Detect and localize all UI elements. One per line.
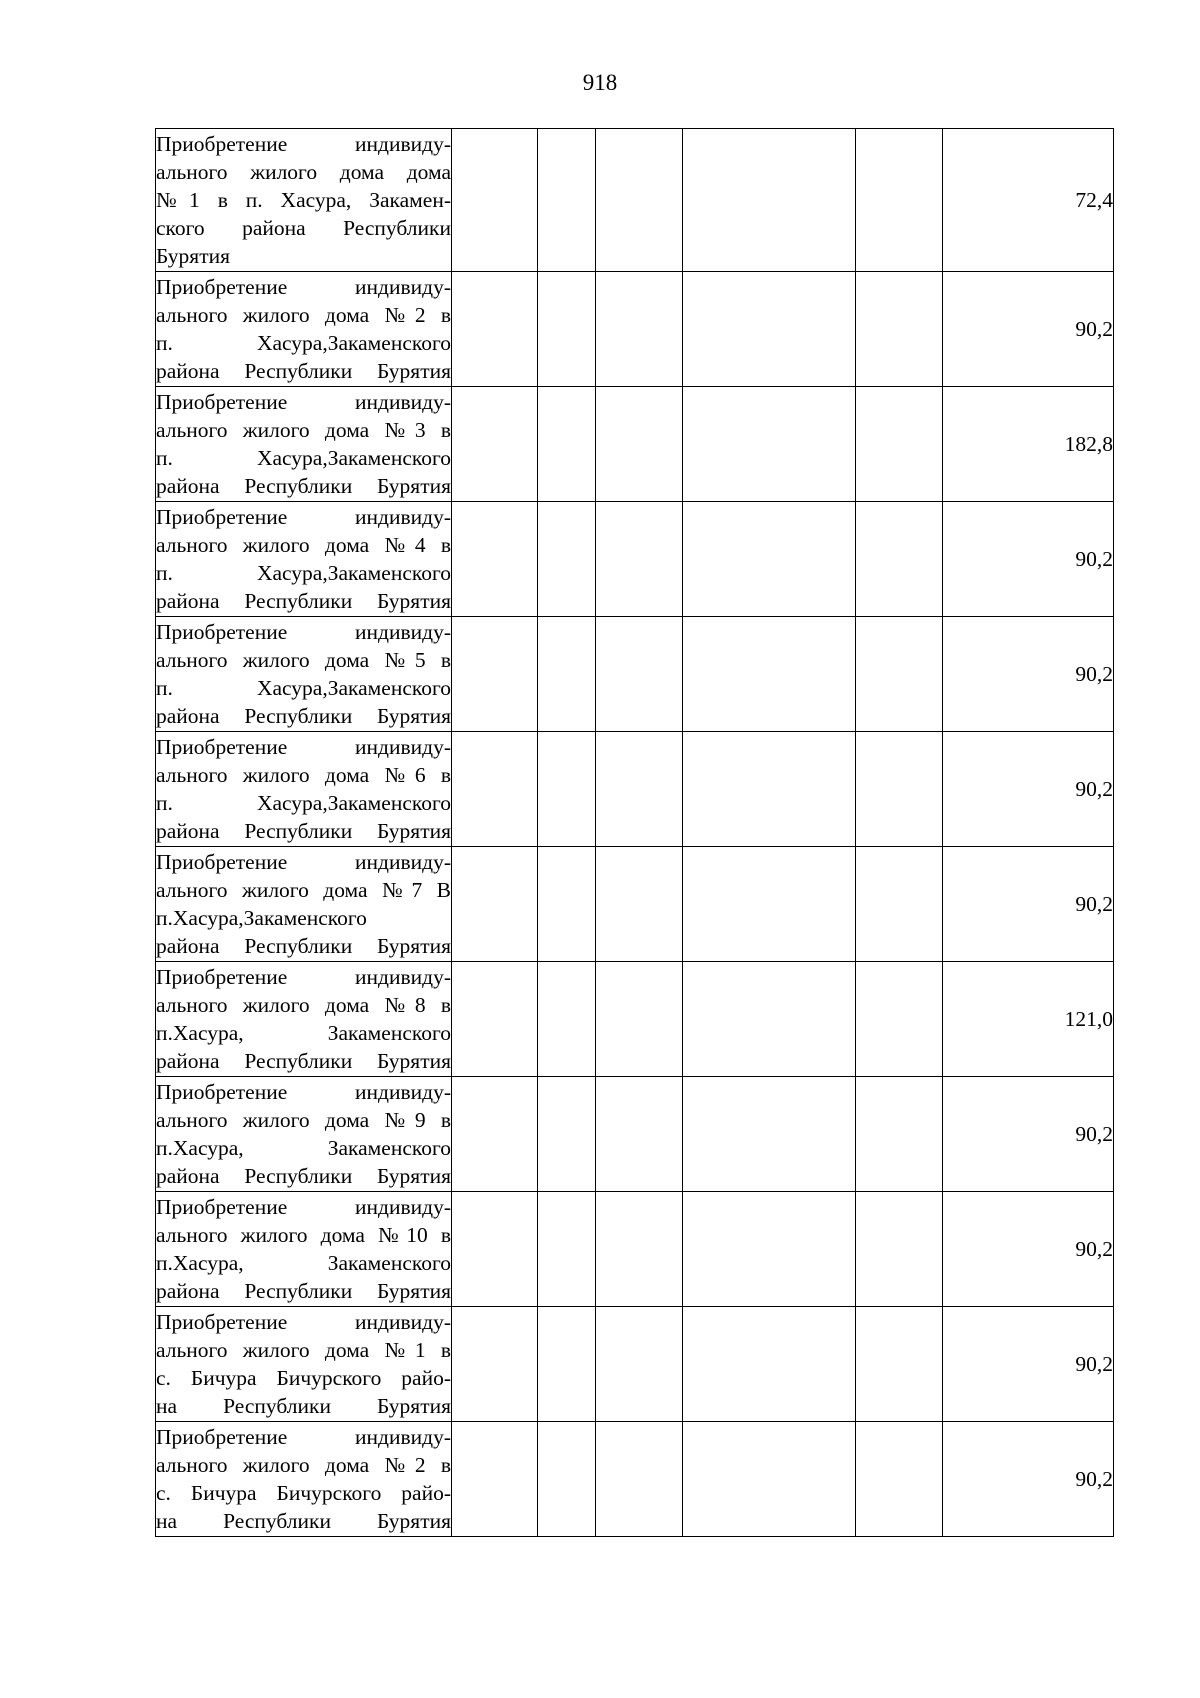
description-line: района Республики Бурятия	[156, 589, 451, 613]
empty-cell	[596, 502, 683, 617]
description-line: района Республики Бурятия	[156, 819, 451, 843]
description-line: Приобретение индивиду-	[156, 275, 451, 299]
description-cell	[156, 1422, 452, 1537]
empty-cell	[683, 732, 856, 847]
data-table	[155, 128, 1114, 1537]
description-line: ального жилого дома №5 в	[156, 648, 451, 672]
empty-cell	[683, 1307, 856, 1422]
empty-cell	[596, 1307, 683, 1422]
empty-cell	[596, 732, 683, 847]
table-row	[156, 1192, 1114, 1307]
description-line: Приобретение индивиду-	[156, 132, 451, 156]
empty-cell	[683, 272, 856, 387]
empty-cell	[856, 847, 943, 962]
empty-cell	[538, 1422, 596, 1537]
empty-cell	[683, 1192, 856, 1307]
empty-cell	[452, 1422, 538, 1537]
empty-cell	[452, 129, 538, 272]
empty-cell	[596, 1192, 683, 1307]
value-cell: 90,2	[943, 1077, 1114, 1192]
description-line: ального жилого дома №6 в	[156, 763, 451, 787]
empty-cell	[856, 129, 943, 272]
description-line: п.Хасура, Закаменского	[156, 1136, 451, 1160]
empty-cell	[452, 272, 538, 387]
description-cell	[156, 847, 452, 962]
description-line: ального жилого дома №4 в	[156, 533, 451, 557]
description-line: Приобретение индивиду-	[156, 1080, 451, 1104]
empty-cell	[596, 1422, 683, 1537]
description-line: ального жилого дома №9 в	[156, 1108, 451, 1132]
empty-cell	[538, 1077, 596, 1192]
description-line: на Республики Бурятия	[156, 1509, 451, 1533]
table-body	[156, 129, 1114, 1537]
value-cell: 90,2	[943, 617, 1114, 732]
empty-cell	[538, 1307, 596, 1422]
description-line: Приобретение индивиду-	[156, 1310, 451, 1334]
empty-cell	[452, 387, 538, 502]
table-row	[156, 502, 1114, 617]
description-line: района Республики Бурятия	[156, 704, 451, 728]
empty-cell	[856, 1077, 943, 1192]
value-cell: 182,8	[943, 387, 1114, 502]
empty-cell	[856, 502, 943, 617]
description-line: п.Хасура, Закаменского	[156, 1251, 451, 1275]
empty-cell	[538, 272, 596, 387]
empty-cell	[538, 732, 596, 847]
value-cell: 121,0	[943, 962, 1114, 1077]
description-cell	[156, 962, 452, 1077]
description-line: ального жилого дома №7 В	[156, 878, 451, 902]
table-row	[156, 732, 1114, 847]
description-line: с. Бичура Бичурского райо-	[156, 1481, 451, 1505]
empty-cell	[452, 1307, 538, 1422]
description-line: на Республики Бурятия	[156, 1394, 451, 1418]
empty-cell	[856, 1192, 943, 1307]
empty-cell	[452, 617, 538, 732]
empty-cell	[683, 617, 856, 732]
empty-cell	[538, 502, 596, 617]
table-row	[156, 617, 1114, 732]
table-row	[156, 272, 1114, 387]
table-row	[156, 129, 1114, 272]
empty-cell	[683, 962, 856, 1077]
description-line: ального жилого дома №2 в	[156, 303, 451, 327]
description-line: района Республики Бурятия	[156, 934, 451, 958]
description-line: п. Хасура,Закаменского	[156, 676, 451, 700]
description-line: района Республики Бурятия	[156, 1279, 451, 1303]
value-cell: 90,2	[943, 1307, 1114, 1422]
description-line: ального жилого дома №1 в	[156, 1338, 451, 1362]
empty-cell	[452, 502, 538, 617]
empty-cell	[683, 502, 856, 617]
description-line: п.Хасура, Закаменского	[156, 1021, 451, 1045]
page-number: 918	[582, 70, 618, 95]
description-cell	[156, 272, 452, 387]
empty-cell	[856, 732, 943, 847]
empty-cell	[683, 129, 856, 272]
empty-cell	[452, 732, 538, 847]
description-line: Приобретение индивиду-	[156, 735, 451, 759]
empty-cell	[683, 847, 856, 962]
description-line: п. Хасура,Закаменского	[156, 561, 451, 585]
description-line: района Республики Бурятия	[156, 1164, 451, 1188]
description-line: п. Хасура,Закаменского	[156, 331, 451, 355]
empty-cell	[856, 272, 943, 387]
empty-cell	[596, 617, 683, 732]
description-cell	[156, 732, 452, 847]
value-cell: 90,2	[943, 847, 1114, 962]
empty-cell	[596, 962, 683, 1077]
description-line: Приобретение индивиду-	[156, 505, 451, 529]
empty-cell	[538, 962, 596, 1077]
empty-cell	[683, 387, 856, 502]
empty-cell	[538, 387, 596, 502]
empty-cell	[538, 1192, 596, 1307]
empty-cell	[596, 129, 683, 272]
description-line: п. Хасура,Закаменского	[156, 446, 451, 470]
table-row	[156, 962, 1114, 1077]
empty-cell	[856, 1422, 943, 1537]
table-row	[156, 1422, 1114, 1537]
table-row	[156, 1307, 1114, 1422]
empty-cell	[452, 962, 538, 1077]
empty-cell	[538, 847, 596, 962]
empty-cell	[596, 272, 683, 387]
empty-cell	[452, 1192, 538, 1307]
empty-cell	[856, 1307, 943, 1422]
value-cell: 90,2	[943, 1422, 1114, 1537]
description-line: ского района Республики	[156, 216, 451, 240]
description-line: района Республики Бурятия	[156, 359, 451, 383]
value-cell: 90,2	[943, 502, 1114, 617]
table-row	[156, 847, 1114, 962]
description-line: ального жилого дома №2 в	[156, 1453, 451, 1477]
description-line: района Республики Бурятия	[156, 1049, 451, 1073]
empty-cell	[856, 962, 943, 1077]
description-line: Приобретение индивиду-	[156, 965, 451, 989]
description-line: ального жилого дома №8 в	[156, 993, 451, 1017]
description-line: №1 в п. Хасура, Закамен-	[156, 188, 451, 212]
table-row	[156, 1077, 1114, 1192]
value-cell: 72,4	[943, 129, 1114, 272]
empty-cell	[856, 387, 943, 502]
value-cell: 90,2	[943, 272, 1114, 387]
description-cell	[156, 129, 452, 272]
description-line: ального жилого дома дома	[156, 160, 451, 184]
description-line: Приобретение индивиду-	[156, 1425, 451, 1449]
description-line: п.Хасура,Закаменского	[156, 906, 367, 930]
empty-cell	[596, 1077, 683, 1192]
description-line: Бурятия	[156, 244, 230, 268]
description-line: района Республики Бурятия	[156, 474, 451, 498]
empty-cell	[596, 847, 683, 962]
description-cell	[156, 387, 452, 502]
description-line: ального жилого дома №3 в	[156, 418, 451, 442]
description-cell	[156, 1307, 452, 1422]
value-cell: 90,2	[943, 732, 1114, 847]
empty-cell	[452, 1077, 538, 1192]
description-line: с. Бичура Бичурского райо-	[156, 1366, 451, 1390]
empty-cell	[596, 387, 683, 502]
empty-cell	[538, 129, 596, 272]
description-line: Приобретение индивиду-	[156, 390, 451, 414]
description-line: ального жилого дома №10 в	[156, 1223, 451, 1247]
empty-cell	[856, 617, 943, 732]
description-line: Приобретение индивиду-	[156, 1195, 451, 1219]
table-row	[156, 387, 1114, 502]
description-line: п. Хасура,Закаменского	[156, 791, 451, 815]
description-cell	[156, 1077, 452, 1192]
description-cell	[156, 617, 452, 732]
description-line: Приобретение индивиду-	[156, 620, 451, 644]
description-line: Приобретение индивиду-	[156, 850, 451, 874]
value-cell: 90,2	[943, 1192, 1114, 1307]
empty-cell	[683, 1077, 856, 1192]
description-cell	[156, 1192, 452, 1307]
empty-cell	[538, 617, 596, 732]
empty-cell	[683, 1422, 856, 1537]
empty-cell	[452, 847, 538, 962]
description-cell	[156, 502, 452, 617]
